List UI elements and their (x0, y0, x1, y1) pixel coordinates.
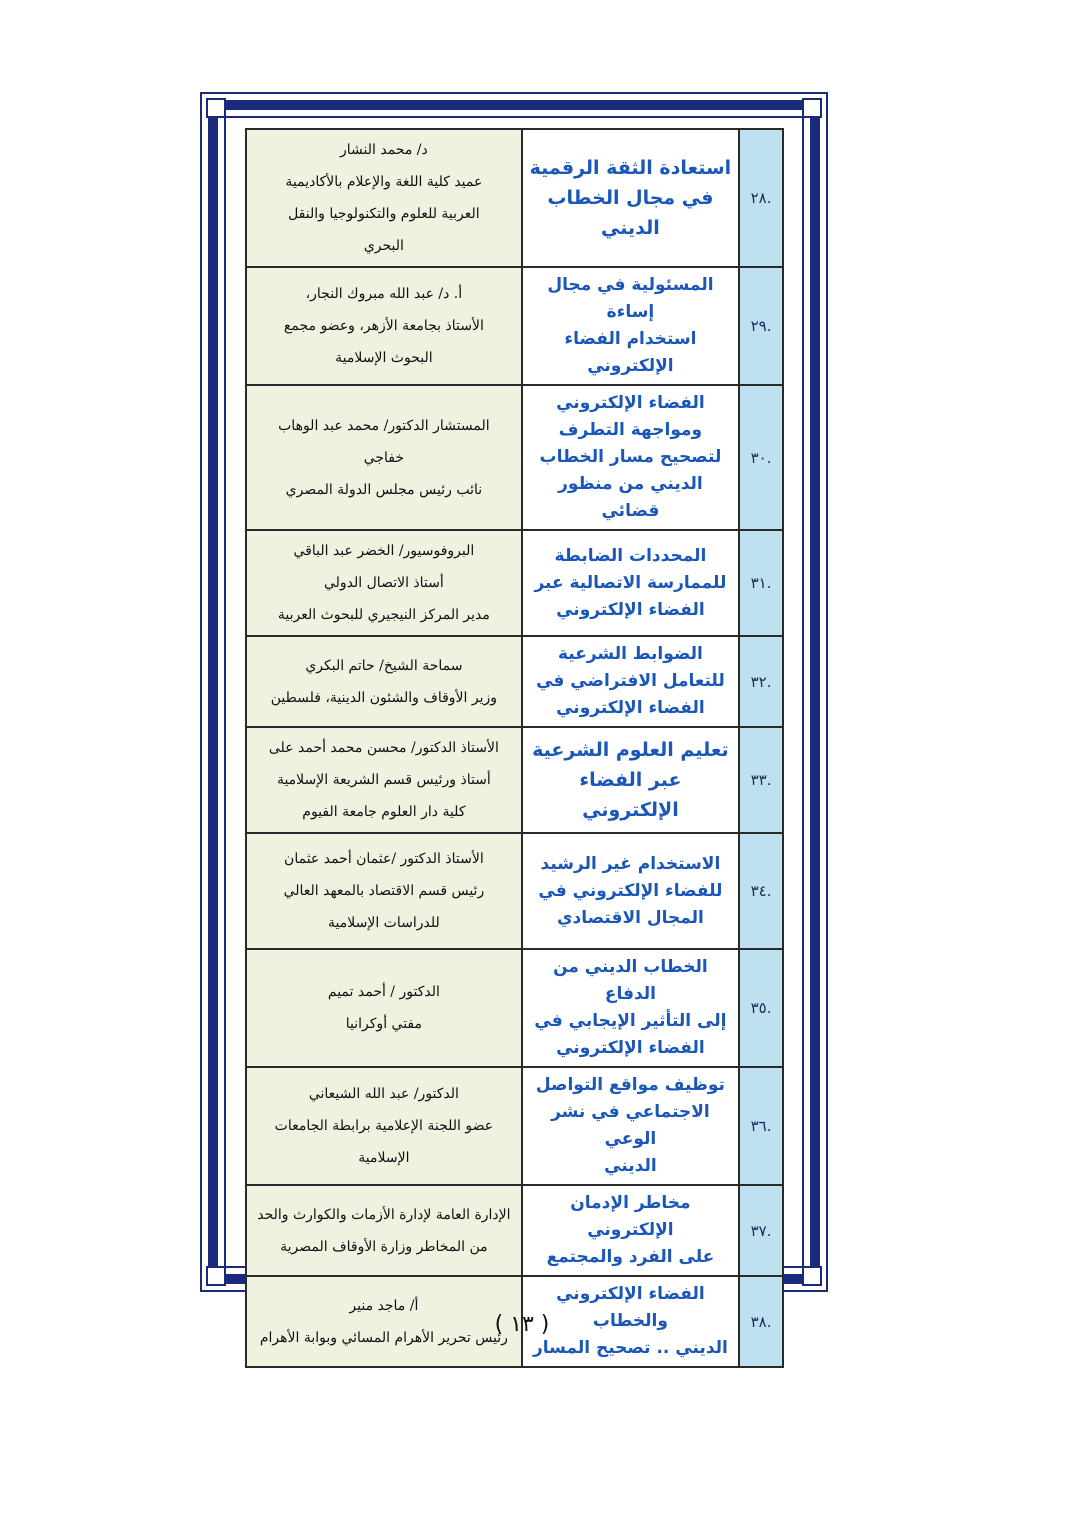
speaker-line: الأستاذ بجامعة الأزهر، وعضو مجمع (283, 318, 484, 334)
speaker-info (246, 1185, 522, 1276)
speaker-info (246, 1067, 522, 1185)
topic-title-line: الاجتماعي في نشر الوعي (551, 1102, 710, 1149)
table-row (246, 530, 783, 636)
speaker-info (246, 727, 522, 833)
topic-title (522, 727, 739, 833)
row-number: .٣٦ (739, 1067, 783, 1185)
speaker-line: رئيس قسم الاقتصاد بالمعهد العالي (283, 883, 485, 899)
speaker-info (246, 385, 522, 530)
speaker-line: عميد كلية اللغة والإعلام بالأكاديمية (285, 174, 483, 190)
speaker-info (246, 949, 522, 1067)
speaker-line: الإسلامية (358, 1150, 410, 1166)
topic-title-line: الفضاء الإلكتروني (556, 393, 705, 413)
speaker-line: كلية دار العلوم جامعة الفيوم (302, 804, 466, 820)
speaker-info (246, 530, 522, 636)
table-row (246, 833, 783, 949)
speaker-info (246, 636, 522, 727)
speaker-line: الأستاذ الدكتور /عثمان أحمد عثمان (284, 851, 484, 867)
topic-title (522, 129, 739, 267)
speaker-line: الدكتور/ عبد الله الشيعاني (308, 1086, 459, 1102)
row-number: .٣٠ (739, 385, 783, 530)
topic-title-line: مخاطر الإدمان الإلكتروني (570, 1193, 691, 1240)
topic-title-line: المجال الاقتصادي (556, 907, 704, 928)
table-row (246, 1185, 783, 1276)
topic-title-line: تعليم العلوم الشرعية (532, 739, 729, 761)
topic-title-line: استعادة الثقة الرقمية (529, 157, 732, 179)
row-number: .٣١ (739, 530, 783, 636)
table-row (246, 636, 783, 727)
table-row (246, 129, 783, 267)
speaker-line: رئيس تحرير الأهرام المسائي وبوابة الأهرام (259, 1329, 508, 1346)
table-row (246, 949, 783, 1067)
row-number: .٣٧ (739, 1185, 783, 1276)
speaker-line: البروفوسيور/ الخضر عبد الباقي (293, 543, 475, 559)
topic-title-line: الديني .. تصحيح المسار (532, 1338, 728, 1358)
topic-title-line: للفضاء الإلكتروني في (538, 880, 723, 901)
speaker-info (246, 129, 522, 267)
row-number: .٢٨ (739, 129, 783, 267)
frame-corner-ornament (802, 98, 822, 118)
topic-title (522, 1067, 739, 1185)
row-number: .٣٤ (739, 833, 783, 949)
topic-title-line: للممارسة الاتصالية عبر (534, 572, 727, 593)
speaker-line: مدير المركز النيجيري للبحوث العربية (277, 607, 490, 623)
topic-title (522, 530, 739, 636)
topic-title (522, 833, 739, 949)
topic-title-line: لتصحيح مسار الخطاب (539, 447, 722, 467)
speaker-line: للدراسات الإسلامية (328, 915, 440, 931)
topic-title-line: الفضاء الإلكتروني (556, 1038, 705, 1058)
topic-title-line: الفضاء الإلكتروني (556, 599, 705, 620)
topic-title-line: الإلكتروني (587, 356, 674, 376)
topic-title-line: استخدام الفضاء (564, 329, 697, 349)
speaker-line: البحري (363, 238, 404, 254)
speaker-line: د/ محمد النشار (340, 142, 428, 158)
speaker-line: الأستاذ الدكتور/ محسن محمد أحمد على (268, 740, 499, 756)
row-number: .٣٢ (739, 636, 783, 727)
speaker-line: الإدارة العامة لإدارة الأزمات والكوارث والحد (257, 1206, 511, 1223)
topic-title (522, 636, 739, 727)
speaker-info (246, 1276, 522, 1367)
table-row (246, 1067, 783, 1185)
table-row (246, 727, 783, 833)
speaker-line: وزير الأوقاف والشئون الدينية، فلسطين (270, 689, 498, 706)
row-number: .٣٥ (739, 949, 783, 1067)
speaker-line: البحوث الإسلامية (335, 350, 433, 366)
speaker-info (246, 833, 522, 949)
topic-title (522, 267, 739, 385)
frame-corner-ornament (206, 1266, 226, 1286)
speaker-line: مفتي أوكرانيا (345, 1016, 423, 1032)
speaker-line: أستاذ الاتصال الدولي (323, 575, 444, 591)
speaker-line: أ/ ماجد منير (349, 1297, 419, 1314)
speaker-line: نائب رئيس مجلس الدولة المصري (285, 481, 483, 498)
table-row (246, 385, 783, 530)
topic-title (522, 385, 739, 530)
speaker-line: من المخاطر وزارة الأوقاف المصرية (280, 1238, 488, 1255)
topic-title-line: إلى التأثير الإيجابي في (534, 1011, 727, 1031)
topic-title-line: الفضاء الإلكتروني (556, 698, 705, 718)
topic-title-line: الفضاء الإلكتروني والخطاب (556, 1284, 705, 1331)
topic-title-line: على الفرد والمجتمع (546, 1247, 715, 1267)
table-row (246, 267, 783, 385)
frame-corner-ornament (206, 98, 226, 118)
topic-title-line: المسئولية في مجال إساءة (547, 275, 714, 322)
speaker-line: عضو اللجنة الإعلامية برابطة الجامعات (274, 1118, 494, 1134)
topic-title (522, 1185, 739, 1276)
topic-title-line: الضوابط الشرعية (557, 644, 703, 664)
program-table (245, 128, 784, 1368)
topic-title-line: توظيف مواقع التواصل (535, 1075, 725, 1095)
topic-title (522, 1276, 739, 1367)
speaker-line: أ. د/ عبد الله مبروك النجار، (305, 286, 463, 302)
speaker-line: الدكتور / أحمد تميم (327, 984, 440, 1000)
topic-title-line: في مجال الخطاب الديني (547, 187, 714, 239)
speaker-line: العربية للعلوم والتكنولوجيا والنقل (288, 206, 480, 222)
speaker-line: أستاذ ورئيس قسم الشريعة الإسلامية (276, 772, 491, 788)
topic-title-line: الديني من منظور قضائي (558, 474, 703, 521)
speaker-line: سماحة الشيخ/ حاتم البكري (305, 657, 463, 674)
topic-title-line: الاستخدام غير الرشيد (540, 853, 721, 874)
page-number: ( ١٣ ) (494, 1312, 550, 1337)
topic-title-line: للتعامل الافتراضي في (536, 671, 725, 691)
topic-title-line: ومواجهة التطرف (558, 420, 703, 440)
topic-title-line: الخطاب الديني من الدفاع (553, 957, 708, 1004)
topic-title-line: المحددات الضابطة (554, 545, 707, 566)
speaker-line: المستشار الدكتور/ محمد عبد الوهاب (278, 417, 490, 434)
row-number: .٢٩ (739, 267, 783, 385)
row-number: .٣٨ (739, 1276, 783, 1367)
topic-title (522, 949, 739, 1067)
topic-title-line: الديني (604, 1156, 657, 1176)
frame-corner-ornament (802, 1266, 822, 1286)
speaker-info (246, 267, 522, 385)
row-number: .٣٣ (739, 727, 783, 833)
speaker-line: خفاجي (363, 449, 405, 466)
topic-title-line: عبر الفضاء الإلكتروني (579, 769, 682, 821)
